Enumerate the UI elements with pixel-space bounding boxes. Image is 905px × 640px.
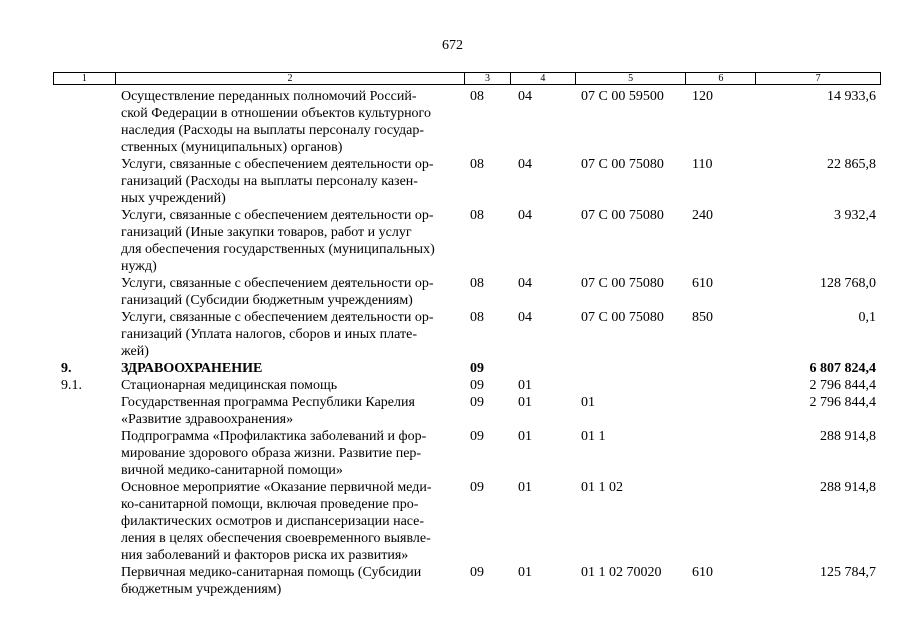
- table-row: [53, 564, 881, 598]
- subsection-code: 04: [518, 276, 532, 291]
- amount: 288 914,8: [820, 480, 876, 495]
- target-article-code: 07 С 00 59500: [581, 89, 664, 104]
- expense-type-code: 610: [692, 565, 713, 580]
- table-header: [53, 72, 881, 85]
- row-name-line: ко-санитарной помощи, включая проведение про-: [121, 497, 419, 512]
- row-name-line: ЗДРАВООХРАНЕНИЕ: [121, 361, 263, 376]
- header-col-5: 5: [576, 73, 687, 84]
- subsection-code: 01: [518, 565, 532, 580]
- row-name-line: мирование здорового образа жизни. Развитие пер-: [121, 446, 422, 461]
- row-name: [121, 564, 469, 598]
- row-number: 9.: [61, 361, 72, 376]
- row-name-line: ственных (муниципальных) органов): [121, 140, 343, 155]
- amount: 22 865,8: [827, 157, 876, 172]
- amount: 2 796 844,4: [809, 378, 876, 393]
- row-name-line: ской Федерации в отношении объектов культурного: [121, 106, 431, 121]
- section-code: 09: [470, 395, 484, 410]
- row-name: [121, 394, 469, 428]
- expense-type-code: 610: [692, 276, 713, 291]
- section-code: 09: [470, 480, 484, 495]
- subsection-code: 01: [518, 480, 532, 495]
- row-name-line: Государственная программа Республики Карелия: [121, 395, 415, 410]
- table-row: [53, 479, 881, 564]
- target-article-code: 07 С 00 75080: [581, 310, 664, 325]
- row-name-line: ния заболеваний и факторов риска их развития»: [121, 548, 409, 563]
- amount: 14 933,6: [827, 89, 876, 104]
- amount: 128 768,0: [820, 276, 876, 291]
- section-code: 09: [470, 378, 484, 393]
- row-name-line: Первичная медико-санитарная помощь (Субсидии: [121, 565, 422, 580]
- subsection-code: 01: [518, 395, 532, 410]
- section-code: 09: [470, 361, 484, 376]
- table-row: [53, 88, 881, 156]
- target-article-code: 01 1 02 70020: [581, 565, 662, 580]
- row-name: [121, 207, 469, 275]
- section-code: 08: [470, 310, 484, 325]
- row-name-line: Услуги, связанные с обеспечением деятельности ор-: [121, 310, 434, 325]
- section-code: 08: [470, 276, 484, 291]
- expense-type-code: 110: [692, 157, 713, 172]
- row-name-line: нужд): [121, 259, 157, 274]
- section-code: 08: [470, 157, 484, 172]
- row-name: [121, 479, 469, 564]
- table-body: [53, 88, 881, 598]
- table-row: [53, 207, 881, 275]
- section-code: 09: [470, 565, 484, 580]
- row-number: 9.1.: [61, 378, 82, 393]
- target-article-code: 07 С 00 75080: [581, 157, 664, 172]
- row-name-line: ганизаций (Уплата налогов, сборов и иных плате-: [121, 327, 417, 342]
- section-code: 09: [470, 429, 484, 444]
- header-col-1: 1: [54, 73, 116, 84]
- amount: 3 932,4: [834, 208, 876, 223]
- row-name-line: ганизаций (Расходы на выплаты персоналу казен-: [121, 174, 418, 189]
- subsection-code: 04: [518, 310, 532, 325]
- table-row: [53, 394, 881, 428]
- table-row: [53, 428, 881, 479]
- subsection-code: 01: [518, 429, 532, 444]
- row-name-line: Стационарная медицинская помощь: [121, 378, 338, 393]
- row-name: [121, 428, 469, 479]
- table-row: [53, 309, 881, 360]
- target-article-code: 01 1: [581, 429, 606, 444]
- table-row: [53, 275, 881, 309]
- amount: 2 796 844,4: [809, 395, 876, 410]
- row-name-line: вичной медико-санитарной помощи»: [121, 463, 343, 478]
- row-name-line: филактических осмотров и диспансеризации насе-: [121, 514, 425, 529]
- row-name-line: Осуществление переданных полномочий Россий-: [121, 89, 417, 104]
- row-name-line: жей): [121, 344, 149, 359]
- header-col-4: 4: [511, 73, 576, 84]
- row-name-line: ганизаций (Иные закупки товаров, работ и услуг: [121, 225, 412, 240]
- row-name-line: Подпрограмма «Профилактика заболеваний и фор-: [121, 429, 427, 444]
- row-name-line: «Развитие здравоохранения»: [121, 412, 294, 427]
- expense-type-code: 120: [692, 89, 713, 104]
- row-name-line: Услуги, связанные с обеспечением деятельности ор-: [121, 276, 434, 291]
- row-name-line: ганизаций (Субсидии бюджетным учреждениям): [121, 293, 413, 308]
- target-article-code: 07 С 00 75080: [581, 208, 664, 223]
- subsection-code: 04: [518, 89, 532, 104]
- page-number: 672: [442, 38, 463, 53]
- target-article-code: 01: [581, 395, 595, 410]
- subsection-code: 01: [518, 378, 532, 393]
- amount: 6 807 824,4: [809, 361, 876, 376]
- table-row: [53, 360, 881, 377]
- row-name-line: для обеспечения государственных (муниципальных): [121, 242, 435, 257]
- row-name: [121, 156, 469, 207]
- section-code: 08: [470, 89, 484, 104]
- section-code: 08: [470, 208, 484, 223]
- target-article-code: 01 1 02: [581, 480, 623, 495]
- row-name: [121, 360, 469, 377]
- row-name-line: наследия (Расходы на выплаты персоналу государ-: [121, 123, 424, 138]
- row-name-line: ления в целях обеспечения своевременного выявле-: [121, 531, 431, 546]
- subsection-code: 04: [518, 157, 532, 172]
- row-name-line: Основное мероприятие «Оказание первичной меди-: [121, 480, 432, 495]
- header-col-2: 2: [116, 73, 465, 84]
- row-name: [121, 88, 469, 156]
- amount: 288 914,8: [820, 429, 876, 444]
- header-col-3: 3: [465, 73, 511, 84]
- table-row: [53, 156, 881, 207]
- row-name-line: бюджетным учреждениям): [121, 582, 282, 597]
- row-name: [121, 309, 469, 360]
- row-name: [121, 275, 469, 309]
- header-col-6: 6: [686, 73, 756, 84]
- target-article-code: 07 С 00 75080: [581, 276, 664, 291]
- header-col-7: 7: [815, 73, 821, 84]
- row-name-line: ных учреждений): [121, 191, 226, 206]
- expense-type-code: 240: [692, 208, 713, 223]
- row-name: [121, 377, 469, 394]
- table-row: [53, 377, 881, 394]
- amount: 125 784,7: [820, 565, 876, 580]
- row-name-line: Услуги, связанные с обеспечением деятельности ор-: [121, 157, 434, 172]
- expense-type-code: 850: [692, 310, 713, 325]
- row-name-line: Услуги, связанные с обеспечением деятельности ор-: [121, 208, 434, 223]
- amount: 0,1: [858, 310, 876, 325]
- subsection-code: 04: [518, 208, 532, 223]
